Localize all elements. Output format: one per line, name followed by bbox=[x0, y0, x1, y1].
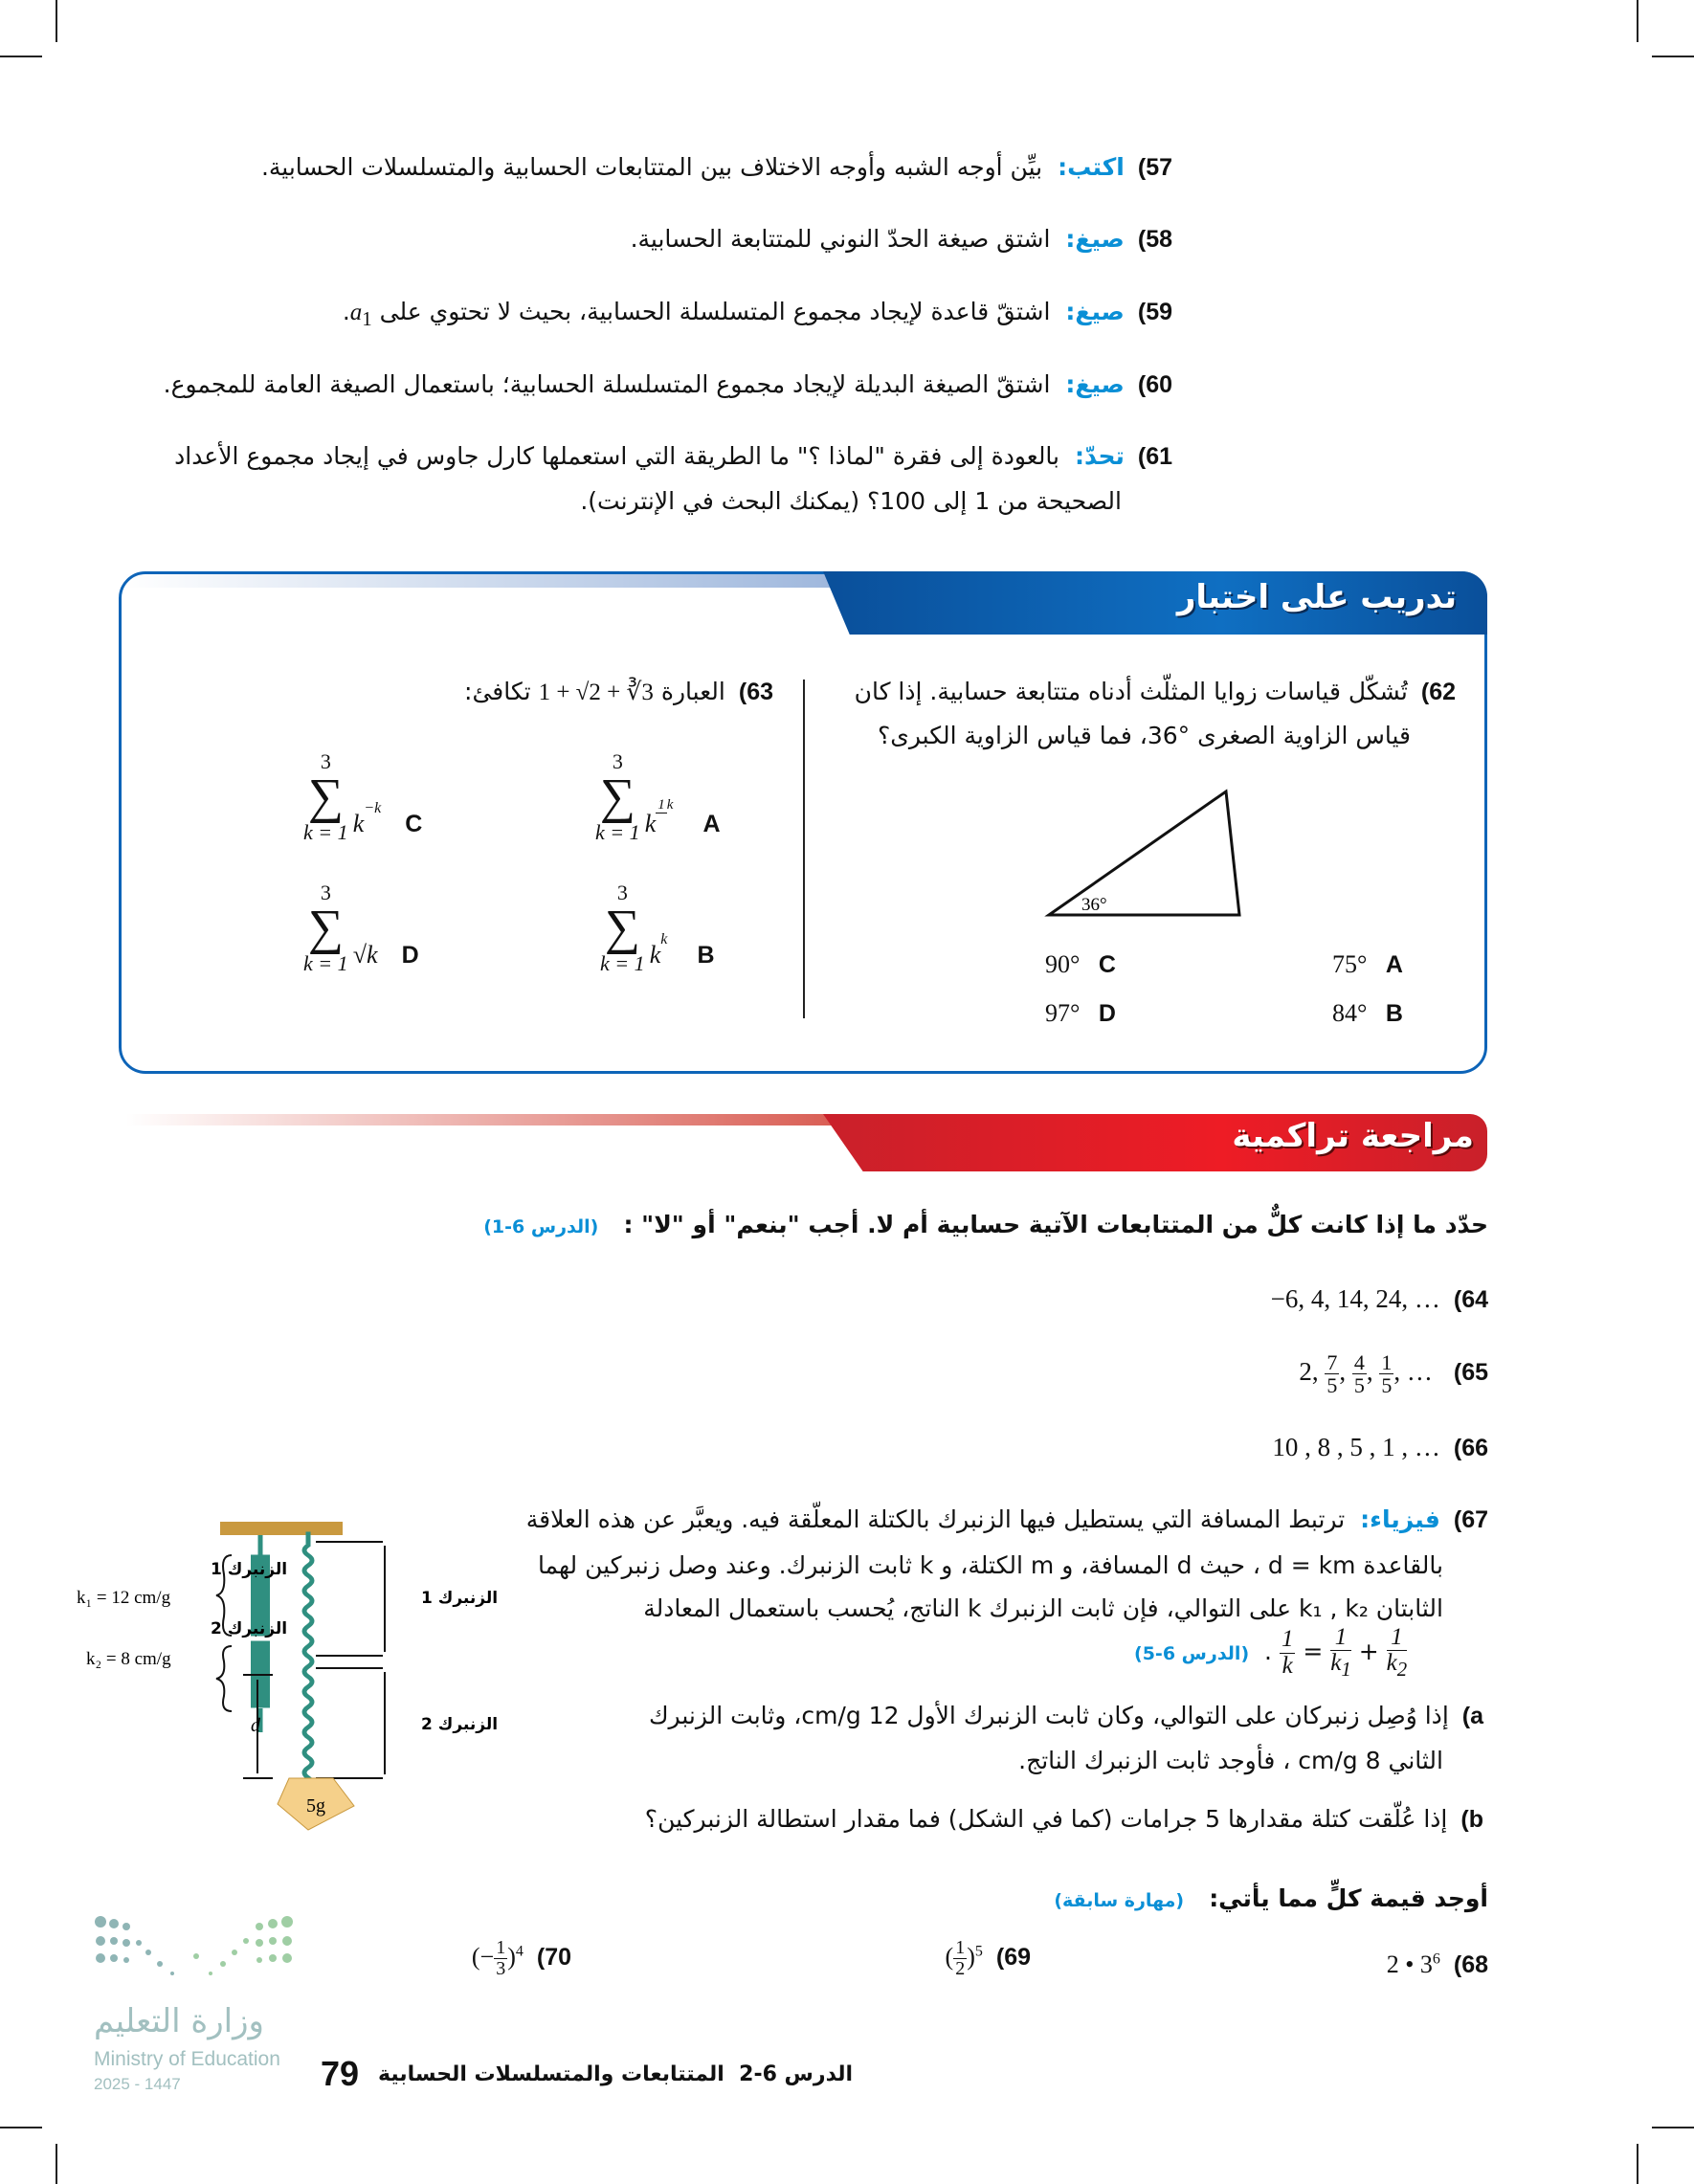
column-divider bbox=[803, 680, 805, 1018]
spring1-length-label: الزنبرك 1 bbox=[421, 1589, 499, 1608]
exercise-text: اشتقّ الصيغة البديلة لإيجاد مجموع المتسلسلة الحسابية؛ باستعمال الصيغة العامة للمجموع. bbox=[163, 370, 1051, 398]
exercise-66: 66 )10 , 8 , 5 , 1 , … bbox=[1272, 1431, 1488, 1464]
exercise-70: 70 )(− $\frac{1}{3}$ )$^4$ bbox=[472, 1935, 571, 1979]
exercise-58 bbox=[631, 223, 1172, 256]
question-63: 63 )العبارة 1 + √2 + ∛3 تكافئ: bbox=[464, 676, 773, 709]
year: 2025 - 1447 bbox=[94, 2075, 181, 2093]
header-fade bbox=[125, 1114, 853, 1125]
spring-combined bbox=[304, 1532, 312, 1798]
option-D[interactable]: 3 ∑ k = 1 √k D bbox=[303, 880, 419, 975]
exercise-label: صيغ: bbox=[1065, 370, 1125, 398]
exercise-number: 59 ) bbox=[1138, 299, 1172, 325]
lesson-footer: الدرس 6-2 المتتابعات والمتسلسلات الحسابية bbox=[378, 2062, 854, 2086]
crop-mark bbox=[1637, 2144, 1638, 2184]
spring2-length-label: الزنبرك 2 bbox=[421, 1715, 499, 1734]
exercise-text: بيِّن أوجه الشبه وأوجه الاختلاف بين المتتابعات الحسابية والمتسلسلات الحسابية. bbox=[260, 153, 1043, 181]
crop-mark bbox=[1652, 56, 1694, 57]
exercise-label: صيغ: bbox=[1065, 225, 1125, 253]
exercise-label: تحدّ: bbox=[1075, 442, 1125, 470]
review-instruction: حدّد ما إذا كانت كلٌّ من المتتابعات الآتية حسابية أم لا. أجب "بنعم" أو "لا" : (الدرس 6-1) bbox=[483, 1211, 1488, 1238]
exercise-64: 64 )−6, 4, 14, 24, … bbox=[1271, 1282, 1488, 1316]
distance-label: d bbox=[251, 1715, 260, 1736]
exercise-65: 65 ) 2, $\frac{7}{5}$ , $\frac{4}{5}$ , $\frac{1}{5}$ , … bbox=[1299, 1351, 1488, 1396]
exercise-67-line3: الثابتان k₁ , k₂ على التوالي، فإن ثابت الزنبرك k الناتج، يُحسب باستعمال المعادلة bbox=[643, 1594, 1443, 1622]
k1-label: k₁ = 12 cm/g bbox=[77, 1588, 171, 1608]
find-value-instruction: أوجد قيمة كلٍّ مما يأتي: (مهارة سابقة) bbox=[1054, 1884, 1488, 1912]
ministry-logo-icon bbox=[91, 1914, 306, 1986]
review-title: مراجعة تراكمية bbox=[1232, 1117, 1474, 1155]
spring-formula: (الدرس 6-5) . $\frac{1}{k}$ = $\frac{1}{k_1}$ + $\frac{1}{k_2}$ bbox=[1134, 1624, 1408, 1682]
exercise-68: 68 )2 • $3^6$ bbox=[1387, 1943, 1488, 1981]
option-C[interactable]: 3 ∑ k = 1 $k^{-k}$ C bbox=[303, 749, 423, 844]
mass-label: 5g bbox=[306, 1795, 325, 1816]
crop-mark bbox=[0, 2127, 42, 2128]
header-fade bbox=[122, 574, 849, 588]
exercise-59: 59 )صيغ:اشتقّ قاعدة لإيجاد مجموع المتسلسلة الحسابية، بحيث لا تحتوي على $a_1$. bbox=[343, 296, 1172, 335]
exercise-label: اكتب: bbox=[1058, 153, 1125, 181]
exercise-number: 60 ) bbox=[1138, 371, 1172, 398]
lesson-reference: (الدرس 6-5) bbox=[1134, 1643, 1250, 1665]
question-62 bbox=[855, 676, 1456, 708]
lesson-reference: (الدرس 6-1) bbox=[483, 1216, 599, 1237]
part-a: a )إذا وُصِل زنبركان على التوالي، وكان ثابت الزنبرك الأول 12 cm/g، وثابت الزنبرك bbox=[649, 1700, 1483, 1732]
exercise-67-line2: بالقاعدة d = km ، حيث d المسافة، و m الكتلة، و k ثابت الزنبرك. وعند وصل زنبركين لهما bbox=[537, 1551, 1443, 1579]
option-D[interactable]: 97° D bbox=[1045, 999, 1116, 1027]
question-62-line2: قياس الزاوية الصغرى °36، فما قياس الزاوية الكبرى؟ bbox=[878, 722, 1411, 749]
triangle-figure bbox=[1043, 785, 1254, 924]
ministry-name-en: Ministry of Education bbox=[94, 2048, 280, 2070]
ministry-name-ar: وزارة التعليم bbox=[94, 2002, 264, 2040]
spring2-label: الزنبرك 2 bbox=[211, 1619, 288, 1638]
exercise-67: 67 )فيزياء:ترتبط المسافة التي يستطيل فيها الزنبرك بالكتلة المعلّقة فيه. ويعبَّر عن هذه العلاقة bbox=[526, 1504, 1488, 1536]
option-A[interactable]: 75° A bbox=[1332, 950, 1403, 978]
triangle bbox=[1049, 791, 1239, 915]
exercise-61 bbox=[174, 440, 1172, 473]
spring-figure bbox=[38, 1507, 499, 1833]
option-C[interactable]: 90° C bbox=[1045, 950, 1116, 978]
question-text: تُشكّل قياسات زوايا المثلّث أدناه متتابعة حسابية. إذا كان bbox=[854, 678, 1408, 705]
ceiling-beam bbox=[220, 1522, 343, 1535]
spring1-label: الزنبرك 1 bbox=[211, 1560, 288, 1579]
crop-mark bbox=[0, 56, 42, 57]
math-a1: $a_1$ bbox=[349, 300, 372, 330]
exercise-57 bbox=[261, 151, 1172, 184]
crop-mark bbox=[56, 2144, 57, 2184]
option-B[interactable]: 84° B bbox=[1332, 999, 1403, 1027]
test-practice-title: تدريب على اختبار bbox=[1176, 578, 1457, 616]
exercise-69: 69 )( $\frac{1}{2}$ )$^5$ bbox=[946, 1935, 1031, 1979]
exercise-number: 57 ) bbox=[1138, 154, 1172, 181]
question-number: 63 ) bbox=[739, 679, 773, 705]
option-B[interactable]: 3 ∑ k = 1 $k^k$ B bbox=[600, 880, 715, 975]
crop-mark bbox=[1652, 2127, 1694, 2128]
crop-mark bbox=[56, 0, 57, 42]
exercise-number: 58 ) bbox=[1138, 226, 1172, 253]
question-number: 62 ) bbox=[1421, 679, 1456, 705]
exercise-label: صيغ: bbox=[1065, 298, 1125, 325]
exercise-number: 61 ) bbox=[1138, 443, 1172, 470]
crop-mark bbox=[1637, 0, 1638, 42]
exercise-61-line2: الصحيحة من 1 إلى 100؟ (يمكنك البحث في الإنترنت). bbox=[580, 487, 1122, 515]
exercise-text: اشتقّ قاعدة لإيجاد مجموع المتسلسلة الحسابية، بحيث لا تحتوي على bbox=[379, 298, 1051, 325]
skill-reference: (مهارة سابقة) bbox=[1054, 1890, 1185, 1911]
angle-label: 36° bbox=[1081, 895, 1107, 915]
part-a-line2: الثاني 8 cm/g ، فأوجد ثابت الزنبرك الناتج. bbox=[1018, 1747, 1443, 1774]
exercise-text: بالعودة إلى فقرة "لماذا ؟" ما الطريقة التي استعملها كارل جاوس في إيجاد مجموع الأعداد bbox=[174, 442, 1060, 470]
option-A[interactable]: 3 ∑ k = 1 k1 k A bbox=[595, 749, 721, 844]
exercise-text: اشتق صيغة الحدّ النوني للمتتابعة الحسابية. bbox=[630, 225, 1051, 253]
exercise-60 bbox=[164, 368, 1172, 401]
k2-label: k₂ = 8 cm/g bbox=[86, 1649, 171, 1669]
part-b: b )إذا عُلّقت كتلة مقدارها 5 جرامات (كما في الشكل) فما مقدار استطالة الزنبركين؟ bbox=[645, 1803, 1483, 1836]
page-number: 79 bbox=[321, 2054, 360, 2093]
expression: 1 + √2 + ∛3 bbox=[538, 680, 654, 705]
